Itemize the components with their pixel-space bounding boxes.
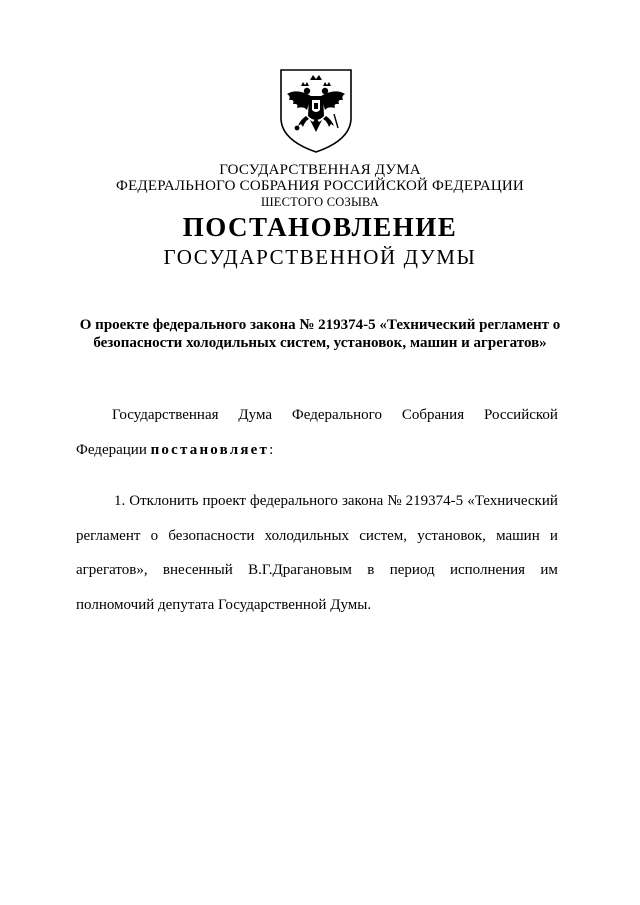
coat-of-arms-emblem bbox=[277, 66, 355, 156]
item-word: № bbox=[387, 493, 402, 509]
item-1-paragraph bbox=[76, 484, 558, 622]
item-word: в bbox=[367, 562, 375, 579]
item-word: о bbox=[150, 527, 159, 544]
item-word: период bbox=[389, 562, 435, 579]
item-word: В.Г.Драгановым bbox=[248, 562, 352, 579]
item-word: полномочий депутата Государственной Думы. bbox=[76, 596, 372, 613]
preamble-word: Российской bbox=[484, 407, 558, 423]
subject-line-1: О проекте федерального закона № 219374-5 «Технический регламент о bbox=[79, 317, 561, 333]
resolution-subject bbox=[70, 316, 570, 352]
operative-colon: : bbox=[269, 441, 274, 458]
preamble-start: Федерации bbox=[76, 441, 147, 458]
org-name-line1: ГОСУДАРСТВЕННАЯ ДУМА bbox=[219, 162, 421, 178]
coat-of-arms-icon bbox=[277, 66, 355, 156]
item-1-line-1 bbox=[76, 484, 558, 519]
item-word: внесенный bbox=[162, 562, 233, 579]
convocation-line: ШЕСТОГО СОЗЫВА bbox=[260, 195, 380, 209]
item-word: закона bbox=[341, 493, 384, 509]
document-type-title: ПОСТАНОВЛЕНИЕ bbox=[182, 212, 458, 242]
preamble-word: Государственная bbox=[112, 407, 219, 423]
item-word: установок, bbox=[417, 527, 486, 544]
preamble-word: Дума bbox=[238, 407, 273, 423]
preamble-paragraph bbox=[76, 398, 558, 467]
preamble-word: Собрания bbox=[401, 407, 465, 423]
preamble-word: Федерального bbox=[291, 407, 382, 423]
item-word: им bbox=[540, 562, 558, 579]
item-word: безопасности bbox=[168, 527, 255, 544]
item-word: и bbox=[549, 527, 558, 544]
org-name-line2: ФЕДЕРАЛЬНОГО СОБРАНИЯ РОССИЙСКОЙ ФЕДЕРАЦИИ bbox=[116, 178, 524, 194]
document-issuer: ГОСУДАРСТВЕННОЙ ДУМЫ bbox=[163, 245, 477, 269]
item-1-line-2 bbox=[76, 519, 558, 554]
item-word: «Технический bbox=[467, 493, 558, 509]
item-1-line-3 bbox=[76, 553, 558, 588]
item-word: 219374-5 bbox=[405, 493, 464, 509]
item-1-line-4 bbox=[76, 588, 558, 623]
item-word: систем, bbox=[359, 527, 408, 544]
item-word: проект bbox=[202, 493, 246, 509]
item-word: 1. bbox=[114, 493, 126, 509]
item-word: федерального bbox=[250, 493, 338, 509]
subject-line-2: безопасности холодильных систем, установок, машин и агрегатов» bbox=[93, 335, 547, 351]
operative-verb: постановляет bbox=[150, 441, 270, 458]
item-word: Отклонить bbox=[129, 493, 199, 509]
item-word: агрегатов», bbox=[76, 562, 148, 579]
item-word: регламент bbox=[76, 527, 141, 544]
item-word: холодильных bbox=[264, 527, 350, 544]
preamble-line-2 bbox=[76, 433, 558, 468]
item-word: машин bbox=[496, 527, 540, 544]
preamble-line-1 bbox=[76, 398, 558, 433]
item-word: исполнения bbox=[449, 562, 526, 579]
